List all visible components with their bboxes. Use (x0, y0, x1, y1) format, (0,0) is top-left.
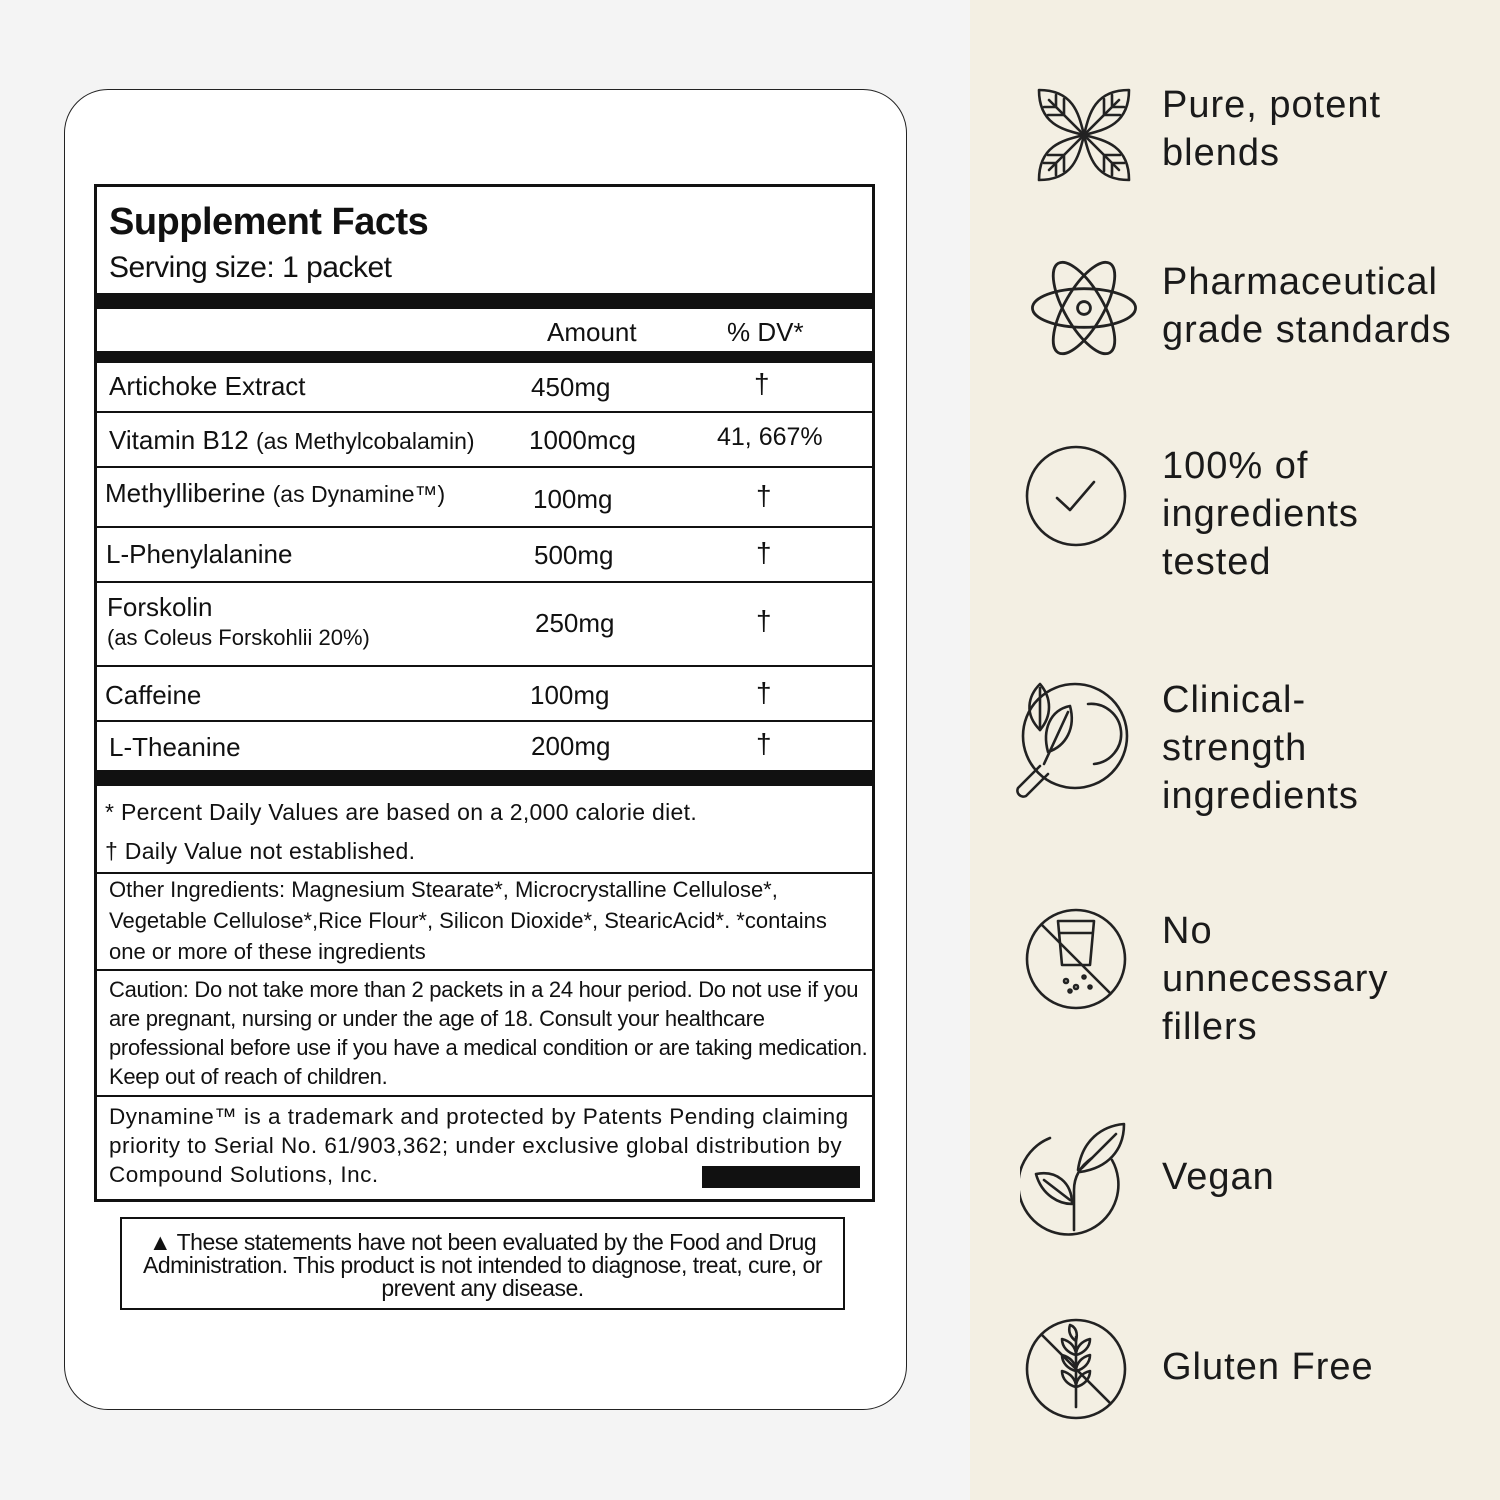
no-wheat-icon (1024, 1317, 1128, 1421)
nutrient-row (97, 413, 872, 468)
nutrient-name: L-Phenylalanine (106, 539, 293, 569)
nutrient-row (97, 583, 872, 667)
facts-title: Supplement Facts (109, 201, 429, 243)
nutrient-name: Vitamin B12 (as Methylcobalamin) (109, 425, 475, 455)
fda-disclaimer: ▲ These statements have not been evaluated by the Food and Drug Administration. This product is not intended to diagnose, treat, cure, or prevent any disease. (120, 1217, 845, 1310)
leaf-magnifier-icon (1000, 674, 1132, 806)
nutrient-dv: † (756, 677, 772, 708)
nutrient-amount: 1000mcg (529, 425, 636, 455)
feature-label: Clinical- strength ingredients (1162, 679, 1359, 817)
nutrient-name: L-Theanine (109, 732, 241, 762)
divider-bar (97, 293, 872, 309)
nutrient-amount: 500mg (534, 540, 614, 570)
divider-bar (97, 770, 872, 786)
nutrient-qualifier: (as Coleus Forskohlii 20%) (107, 625, 370, 650)
nutrient-dv: † (756, 605, 772, 636)
atom-icon (1030, 250, 1138, 366)
footnote-dagger: † Daily Value not established. (105, 838, 416, 864)
nutrient-row (97, 528, 872, 583)
nutrient-row (97, 468, 872, 528)
feature-label: Vegan (1162, 1156, 1275, 1198)
nutrient-dv: † (756, 480, 772, 511)
feature-label: 100% of ingredients tested (1162, 445, 1359, 583)
nutrient-dv: † (756, 537, 772, 568)
feature-pharma-grade (1000, 250, 1490, 400)
redaction-bar (702, 1166, 860, 1188)
nutrient-dv: † (756, 728, 772, 759)
nutrient-name: Caffeine (105, 680, 202, 710)
nutrient-name: Artichoke Extract (109, 371, 306, 401)
caution-section (97, 969, 872, 1095)
feature-pure-blends (1000, 75, 1490, 225)
nutrient-amount: 200mg (531, 731, 611, 761)
nutrient-row (97, 363, 872, 413)
feature-vegan (1000, 1118, 1490, 1268)
feature-ingredients-tested (1000, 440, 1490, 600)
feature-no-fillers (1000, 905, 1490, 1065)
caution-text: Caution: Do not take more than 2 packets in a 24 hour period. Do not use if you are pregnant, nursing or under the age of 18. Consult your healthcare professional before use if you have a medical condition or are taking medication. Keep out of reach of children. (109, 977, 868, 1089)
leaves-icon (1034, 85, 1134, 185)
footnote-percent: * Percent Daily Values are based on a 2,000 calorie diet. (105, 799, 698, 825)
no-filler-cup-icon (1024, 907, 1128, 1011)
nutrient-dv: 41, 667% (717, 423, 823, 451)
nutrient-amount: 100mg (530, 680, 610, 710)
nutrient-row (97, 722, 872, 770)
feature-label: Pure, potent blends (1162, 84, 1382, 174)
column-header-amount: Amount (547, 317, 637, 347)
feature-label: Pharmaceutical grade standards (1162, 261, 1452, 351)
feature-label: No unnecessary fillers (1162, 910, 1389, 1048)
divider-bar (97, 351, 872, 363)
supplement-facts-panel (94, 184, 875, 1202)
feature-gluten-free (1000, 1315, 1490, 1465)
nutrient-name: Forskolin (107, 592, 213, 622)
other-ingredients-text: Other Ingredients: Magnesium Stearate*, Microcrystalline Cellulose*, Vegetable Cellulose*,Rice Flour*, Silicon Dioxide*, StearicAcid*. *contains one or more of these ingredients (109, 877, 827, 964)
column-header-dv: % DV* (727, 317, 804, 347)
trademark-text: Dynamine™ is a trademark and protected by Patents Pending claiming priority to Serial No. 61/903,362; under exclusive global distribution by Compound Solutions, Inc. (109, 1104, 849, 1187)
trademark-section (97, 1095, 872, 1199)
nutrient-row (97, 667, 872, 722)
nutrient-dv: † (754, 368, 770, 399)
nutrient-amount: 450mg (531, 372, 611, 402)
nutrient-amount: 250mg (535, 608, 615, 638)
other-ingredients-section (97, 872, 872, 969)
check-circle-icon (1024, 444, 1128, 548)
serving-size: Serving size: 1 packet (109, 251, 392, 284)
vegan-sprout-icon (1020, 1120, 1130, 1238)
nutrient-amount: 100mg (533, 484, 613, 514)
nutrient-name: Methylliberine (as Dynamine™) (105, 478, 446, 508)
feature-label: Gluten Free (1162, 1346, 1374, 1388)
feature-clinical-strength (1000, 672, 1490, 832)
